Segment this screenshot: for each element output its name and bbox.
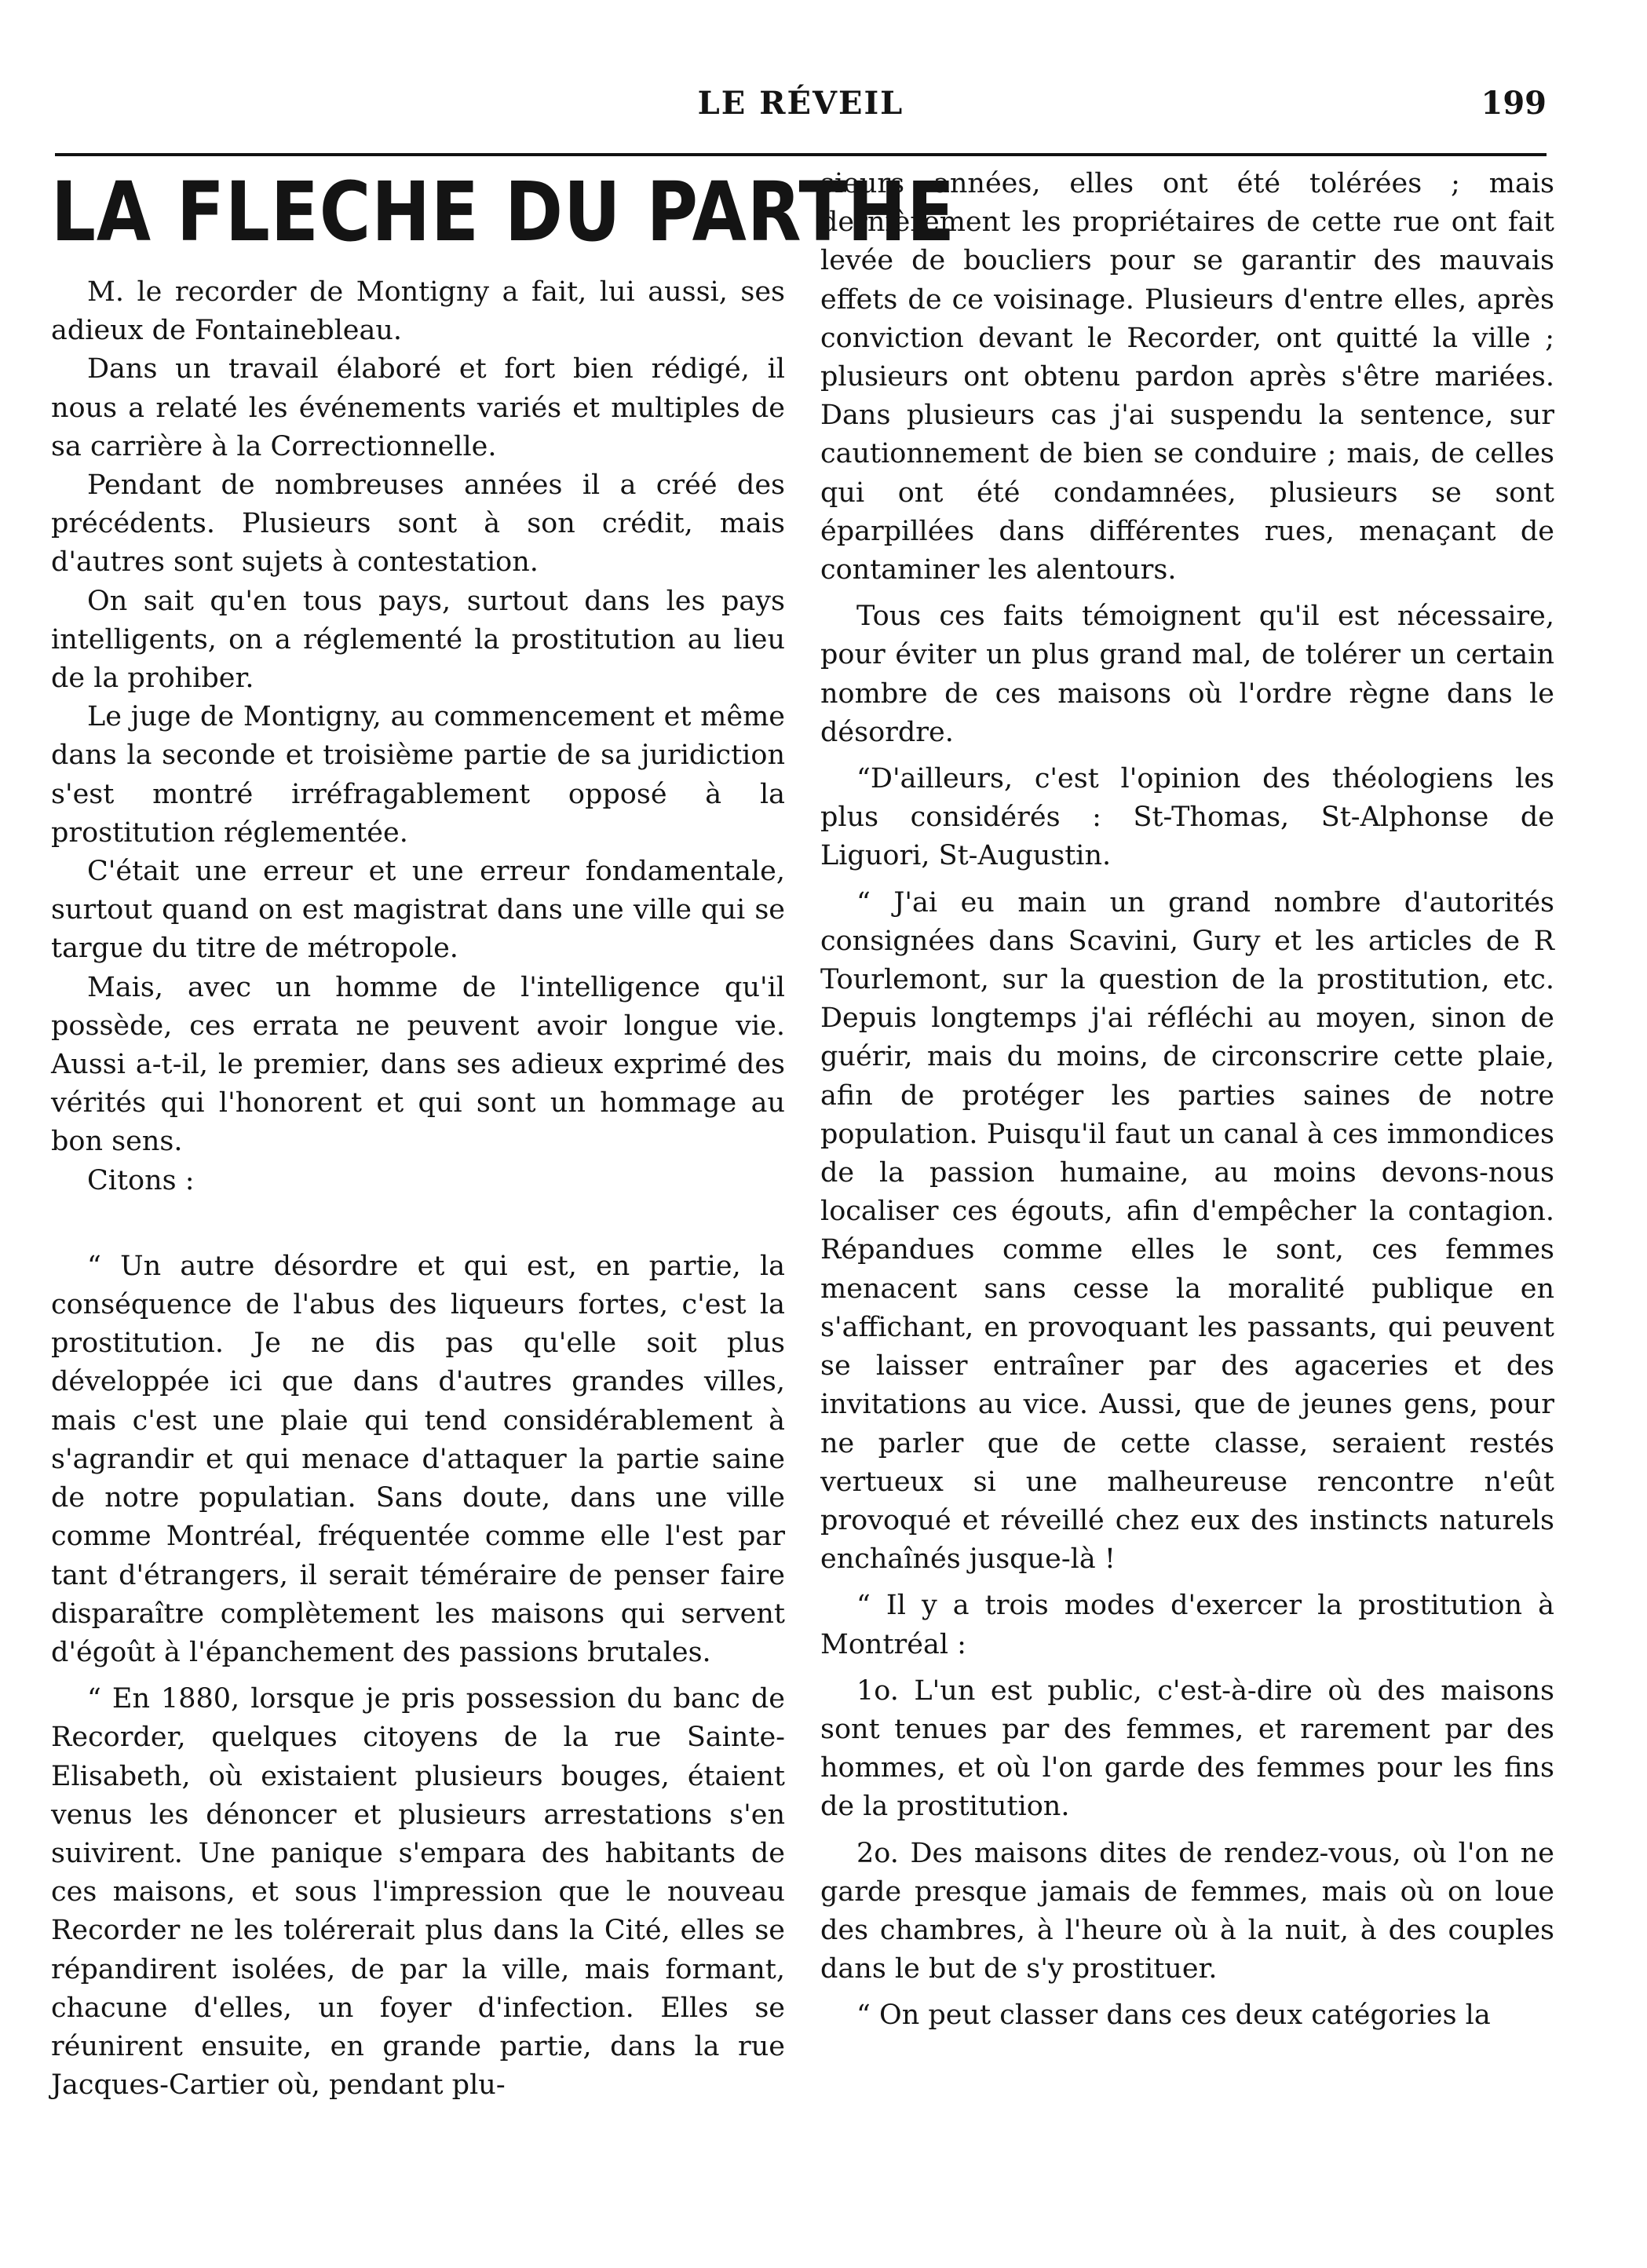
right-column <box>820 165 1554 2036</box>
quote-paragraph: “ On peut classer dans ces deux catégories la <box>856 2000 1491 2032</box>
quote-paragraph: “ Il y a trois modes d'exercer la prostitution à Montréal : <box>820 1590 1554 1660</box>
quote-paragraph: “D'ailleurs, c'est l'opinion des théologiens les plus considérés : St-Thomas, St-Alphonse de Liguori, St-Augustin. <box>820 763 1554 872</box>
quote-paragraph: “ J'ai eu main un grand nombre d'autorités consignées dans Scavini, Gury et les articles de R Tourlemont, sur la question de la prostitution, etc. Depuis longtemps j'ai réfléchi au moyen, sinon de guérir, mais du moins, de circonscrire cette plaie, afin de protéger les parties saines de notre population. Puisqu'il faut un canal à ces immondices de la passion humaine, au moins devons-nous localiser ces égouts, afin d'empêcher la contagion. Répandues comme elles le sont, ces femmes menacent sans cesse la moralité publique en s'affichant, en provoquant les passants, qui peuvent se laisser entraîner par des agaceries et des invitations au vice. Aussi, que de jeunes gens, pour ne parler que de cette classe, seraient restés vertueux si une malheureuse rencontre n'eût provoqué et réveillé chez eux des instincts naturels enchaînés jusque-là ! <box>820 886 1554 1576</box>
paragraph: sieurs années, elles ont été tolérées ; mais dernièrement les propriétaires de cette rue ont fait levée de boucliers pour se garantir des mauvais effets de ce voisinage. Plusieurs d'entre elles, après conviction devant le Recorder, ont quitté la ville ; plusieurs ont obtenu pardon après s'être mariées. Dans plusieurs cas j'ai suspendu la sentence, sur cautionnement de bien se conduire ; mais, de celles qui ont été condamnées, plusieurs se sont éparpillées dans différentes rues, menaçant de contaminer les alentours. <box>820 168 1554 586</box>
paragraph: Dans un travail élaboré et fort bien rédigé, il nous a relaté les événements variés et multiples de sa carrière à la Correctionnelle. <box>51 353 785 462</box>
paragraph: On sait qu'en tous pays, surtout dans les pays intelligents, on a réglementé la prostitution au lieu de la prohiber. <box>51 585 785 695</box>
list-paragraph: 1o. L'un est public, c'est-à-dire où des maisons sont tenues par des femmes, et rarement par des hommes, et où l'on garde des femmes pour les fins de la prostitution. <box>820 1675 1554 1823</box>
page-number: 199 <box>1481 85 1547 122</box>
list-paragraph: 2o. Des maisons dites de rendez-vous, où l'on ne garde presque jamais de femmes, mais où on loue des chambres, à l'heure où à la nuit, à des couples dans le but de s'y prostituer. <box>820 1837 1554 1985</box>
paragraph: Mais, avec un homme de l'intelligence qu'il possède, ces errata ne peuvent avoir longue vie. Aussi a-t-il, le premier, dans ses adieux exprimé des vérités qui l'honorent et qui sont un hommage au bon sens. <box>51 971 785 1158</box>
paragraph: Tous ces faits témoignent qu'il est nécessaire, pour éviter un plus grand mal, de tolérer un certain nombre de ces maisons où l'ordre règne dans le désordre. <box>820 601 1554 748</box>
running-title: LE RÉVEIL <box>697 85 904 122</box>
paragraph: Le juge de Montigny, au commencement et même dans la seconde et troisième partie de sa juridiction s'est montré irréfragablement opposé à la prostitution réglementée. <box>51 701 785 849</box>
header-rule <box>55 153 1547 156</box>
paragraph: Citons : <box>87 1164 195 1196</box>
paragraph: M. le recorder de Montigny a fait, lui aussi, ses adieux de Fontainebleau. <box>51 276 785 347</box>
article-title: LA FLECHE DU PARTHE <box>51 164 955 260</box>
page-header <box>55 85 1547 132</box>
left-column <box>51 164 955 2105</box>
quote-paragraph: “ En 1880, lorsque je pris possession du banc de Recorder, quelques citoyens de la rue Sainte-Elisabeth, où existaient plusieurs bouges, étaient venus les dénoncer et plusieurs arrestations s'en suivirent. Une panique s'empara des habitants de ces maisons, et sous l'impression que le nouveau Recorder ne les tolérerait plus dans la Cité, elles se répandirent isolées, de par la ville, mais formant, chacune d'elles, un foyer d'infection. Elles se réunirent ensuite, en grande partie, dans la rue Jacques-Cartier où, pendant plu- <box>51 1683 785 2102</box>
quote-paragraph: “ Un autre désordre et qui est, en partie, la conséquence de l'abus des liqueurs fortes, c'est la prostitution. Je ne dis pas qu'elle soit plus développée ici que dans d'autres grandes villes, mais c'est une plaie qui tend considérablement à s'agrandir et qui menace d'attaquer la partie saine de notre populatian. Sans doute, dans une ville comme Montréal, fréquentée comme elle l'est par tant d'étrangers, il serait téméraire de penser faire disparaître complètement les maisons qui servent d'égoût à l'épanchement des passions brutales. <box>51 1250 785 1668</box>
paragraph: Pendant de nombreuses années il a créé des précédents. Plusieurs sont à son crédit, mais d'autres sont sujets à contestation. <box>51 469 785 579</box>
paragraph: C'était une erreur et une erreur fondamentale, surtout quand on est magistrat dans une ville qui se targue du titre de métropole. <box>51 856 785 965</box>
